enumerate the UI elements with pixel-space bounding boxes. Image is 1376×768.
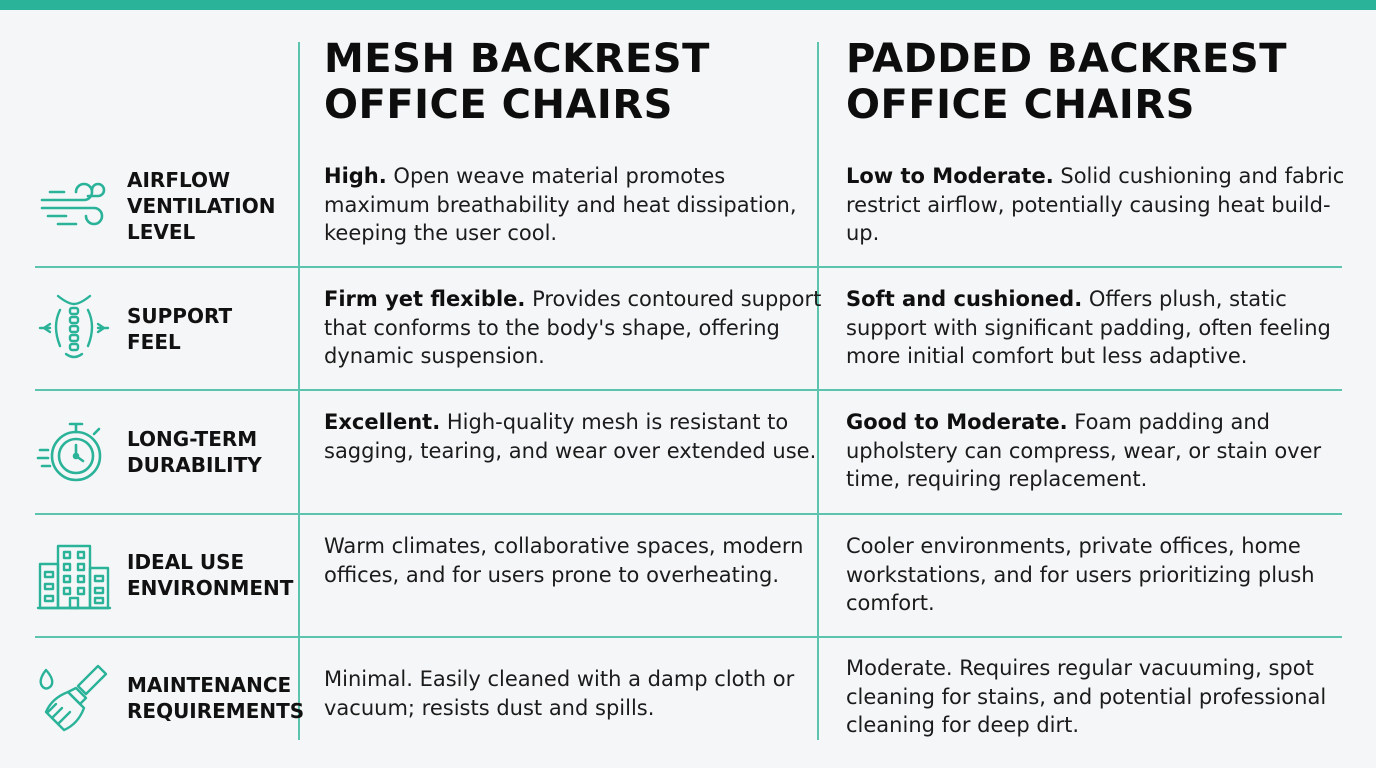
- padded-header-line1: PADDED BACKREST: [846, 36, 1287, 82]
- spine-support-icon: [36, 290, 112, 366]
- row-divider: [35, 636, 1342, 638]
- cell-padded-airflow: Low to Moderate. Solid cushioning and fabric restrict airflow, potentially causing heat build-up.: [846, 164, 1345, 245]
- cell-padded-durability: Good to Moderate. Foam padding and upholstery can compress, wear, or stain over time, requiring replacement.: [846, 410, 1322, 491]
- cell-mesh-maintenance: Minimal. Easily cleaned with a damp cloth or vacuum; resists dust and spills.: [324, 667, 795, 720]
- mesh-header-line1: MESH BACKREST: [324, 36, 710, 82]
- row-divider: [35, 266, 1342, 268]
- cell-mesh-durability: Excellent. High-quality mesh is resistant to sagging, tearing, and wear over extended use.: [324, 410, 817, 463]
- padded-column-header: [846, 36, 1287, 128]
- cell-mesh-support: Firm yet flexible. Provides contoured support that conforms to the body's shape, offering dynamic suspension.: [324, 287, 822, 368]
- cell-mesh-airflow: High. Open weave material promotes maximum breathability and heat dissipation, keeping the user cool.: [324, 164, 797, 245]
- row-label-support: SUPPORT FEEL: [127, 304, 233, 354]
- row-label-maintenance: MAINTENANCE REQUIREMENTS: [127, 673, 305, 723]
- airflow-wind-icon: [36, 166, 112, 242]
- row-divider: [35, 389, 1342, 391]
- cell-padded-maintenance: Moderate. Requires regular vacuuming, spot cleaning for stains, and potential professional cleaning for deep dirt.: [846, 656, 1327, 737]
- mesh-column-header: [324, 36, 710, 128]
- row-label-airflow: AIRFLOW VENTILATION LEVEL: [127, 168, 276, 244]
- office-building-icon: [36, 538, 112, 614]
- row-divider: [35, 513, 1342, 515]
- cleaning-brush-icon: [36, 660, 112, 736]
- row-label-durability: LONG-TERM DURABILITY: [127, 427, 262, 477]
- cell-padded-support: Soft and cushioned. Offers plush, static support with significant padding, often feeling more initial comfort but less adaptive.: [846, 287, 1331, 368]
- cell-mesh-environment: Warm climates, collaborative spaces, modern offices, and for users prone to overheating.: [324, 534, 804, 587]
- padded-header-line2: OFFICE CHAIRS: [846, 82, 1195, 128]
- cell-padded-environment: Cooler environments, private offices, home workstations, and for users prioritizing plush comfort.: [846, 534, 1315, 615]
- top-accent-bar: [0, 0, 1376, 10]
- row-label-environment: IDEAL USE ENVIRONMENT: [127, 550, 294, 600]
- stopwatch-icon: [36, 414, 112, 490]
- mesh-header-line2: OFFICE CHAIRS: [324, 82, 673, 128]
